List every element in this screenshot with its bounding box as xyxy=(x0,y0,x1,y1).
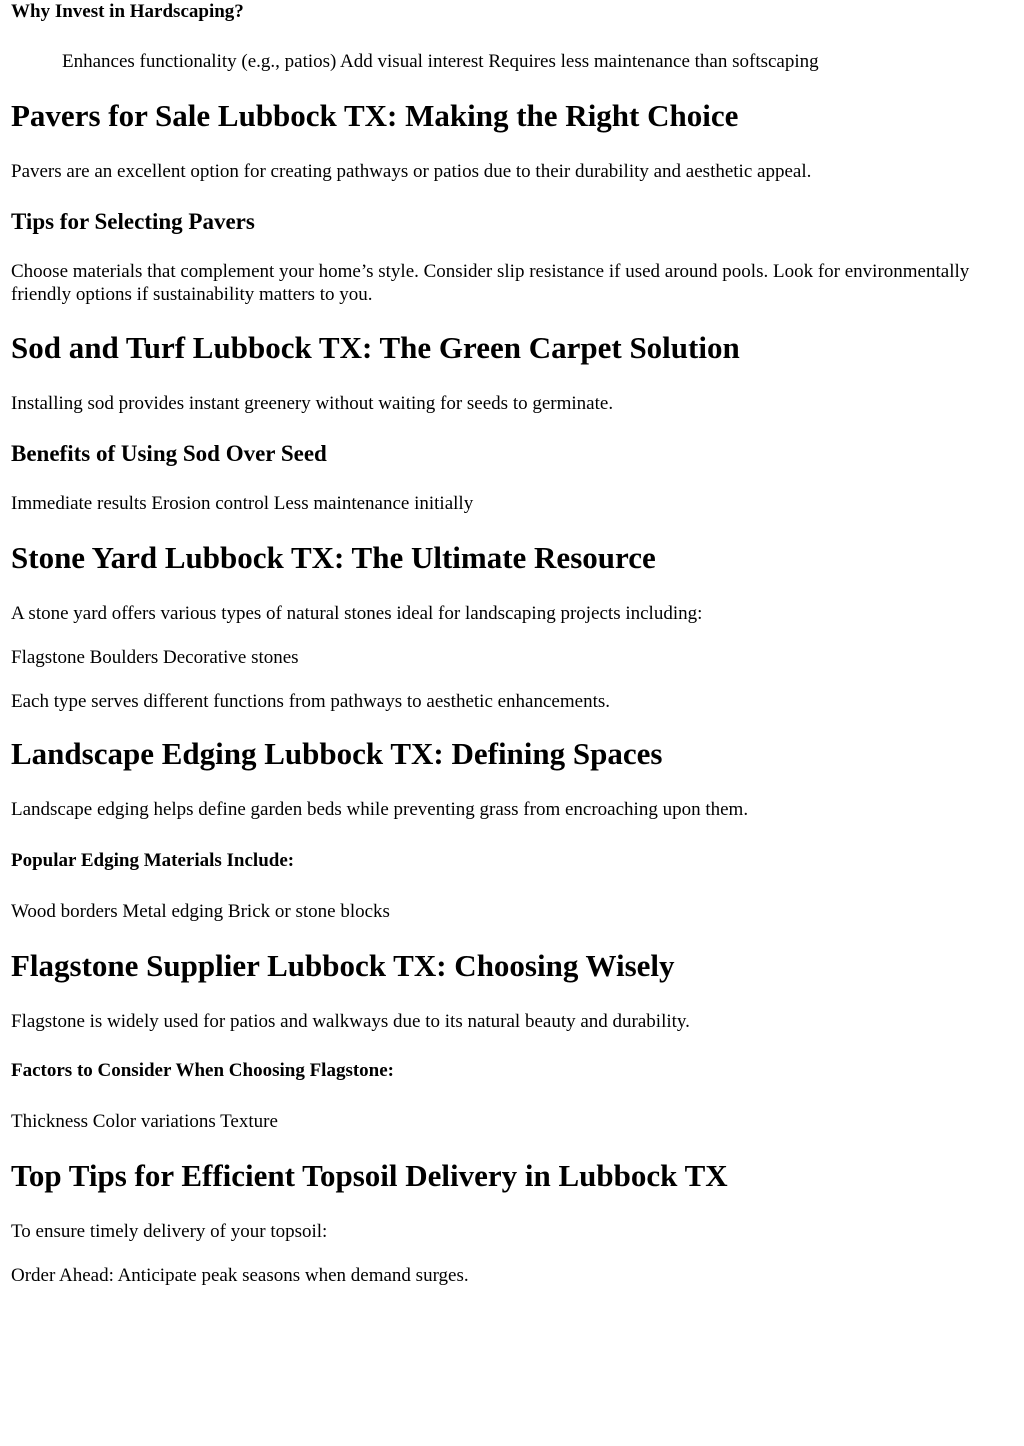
pavers-tips: Choose materials that complement your home’s style. Consider slip resistance if used around pools. Look for environmentally friendly options if sustainability matters to you. xyxy=(11,261,970,305)
flagstone-subheading: Factors to Consider When Choosing Flagstone: xyxy=(11,1060,395,1081)
sod-list: Immediate results Erosion control Less maintenance initially xyxy=(11,493,474,514)
flagstone-list: Thickness Color variations Texture xyxy=(11,1111,278,1132)
topsoil-tip: Order Ahead: Anticipate peak seasons when demand surges. xyxy=(11,1265,469,1286)
pavers-heading: Pavers for Sale Lubbock TX: Making the Right Choice xyxy=(11,98,739,133)
flagstone-intro: Flagstone is widely used for patios and walkways due to its natural beauty and durability. xyxy=(11,1011,690,1032)
edging-list: Wood borders Metal edging Brick or stone blocks xyxy=(11,901,390,922)
sod-subheading: Benefits of Using Sod Over Seed xyxy=(11,441,327,466)
topsoil-intro: To ensure timely delivery of your topsoil: xyxy=(11,1221,328,1242)
sod-heading: Sod and Turf Lubbock TX: The Green Carpet Solution xyxy=(11,330,740,365)
stone-yard-list: Flagstone Boulders Decorative stones xyxy=(11,647,299,668)
hardscaping-list: Enhances functionality (e.g., patios) Add visual interest Requires less maintenance than softscaping xyxy=(62,51,819,72)
pavers-subheading: Tips for Selecting Pavers xyxy=(11,209,255,234)
edging-subheading: Popular Edging Materials Include: xyxy=(11,850,295,871)
stone-yard-intro: A stone yard offers various types of natural stones ideal for landscaping projects including: xyxy=(11,603,703,624)
hardscaping-heading: Why Invest in Hardscaping? xyxy=(11,1,244,22)
edging-intro: Landscape edging helps define garden beds while preventing grass from encroaching upon them. xyxy=(11,799,749,820)
topsoil-heading: Top Tips for Efficient Topsoil Delivery in Lubbock TX xyxy=(11,1158,728,1193)
stone-yard-heading: Stone Yard Lubbock TX: The Ultimate Resource xyxy=(11,540,656,575)
sod-intro: Installing sod provides instant greenery without waiting for seeds to germinate. xyxy=(11,393,614,414)
edging-heading: Landscape Edging Lubbock TX: Defining Spaces xyxy=(11,736,663,771)
flagstone-heading: Flagstone Supplier Lubbock TX: Choosing Wisely xyxy=(11,948,675,983)
pavers-intro: Pavers are an excellent option for creating pathways or patios due to their durability and aesthetic appeal. xyxy=(11,161,812,182)
stone-yard-outro: Each type serves different functions from pathways to aesthetic enhancements. xyxy=(11,691,610,712)
